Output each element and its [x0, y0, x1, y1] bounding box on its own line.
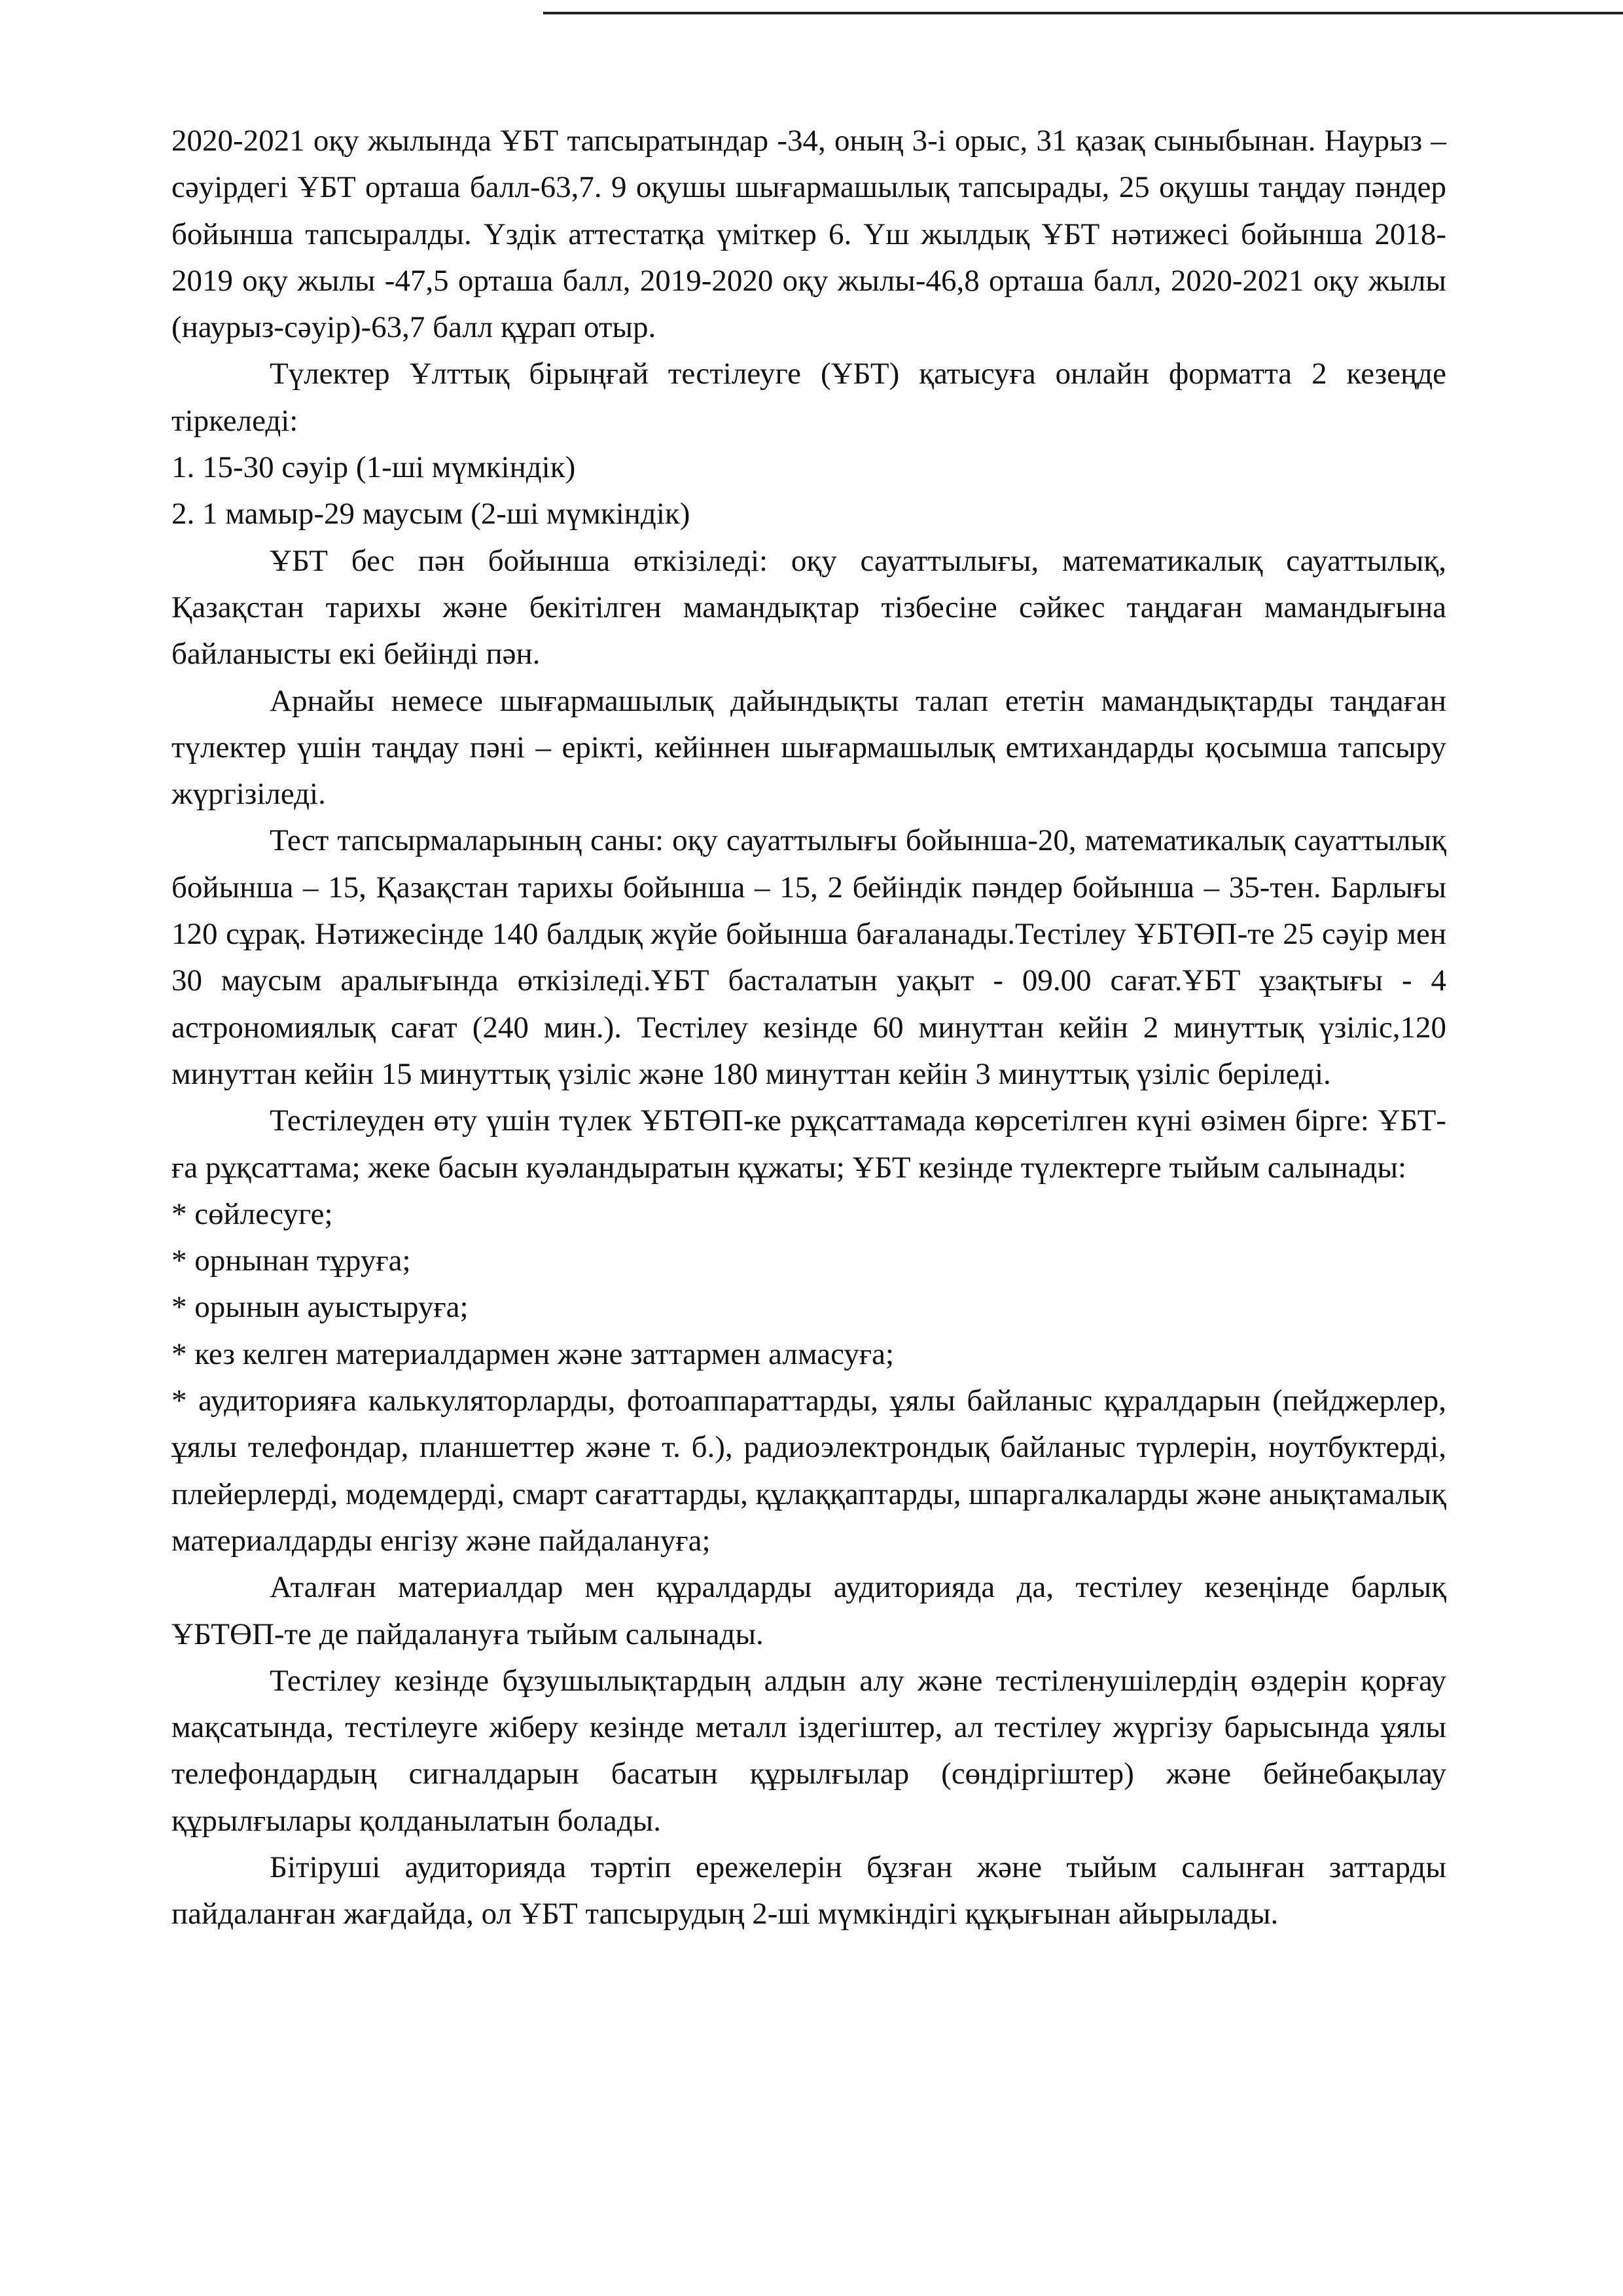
- paragraph-ubt-statistics: 2020-2021 оқу жылында ҰБТ тапсыратындар -34, оның 3-і орыс, 31 қазақ сыныбынан. Наурыз – сәуірдегі ҰБТ орташа балл-63,7. 9 оқушы шығармашылық тапсырады, 25 оқушы таңдау пәндер бойынша тапсыралды. Үздік аттестатқа үміткер 6. Үш жылдық ҰБТ нәтижесі бойынша 2018-2019 оқу жылы -47,5 орташа балл, 2019-2020 оқу жылы-46,8 орташа балл, 2020-2021 оқу жылы (наурыз-сәуір)-63,7 балл құрап отыр.: [171, 124, 1446, 345]
- list-item-prohibition-devices: * аудиторияға калькуляторларды, фотоаппараттарды, ұялы байланыс құралдарын (пейджерлер, ұялы телефондар, планшеттер және т. б.), радиоэлектрондық байланыс түрлерін, ноутбуктерді, плейерлерді, модемдерді, смарт сағаттарды, құлаққаптарды, шпаргалкаларды және анықтамалық материалдарды енгізу және пайдалануға;: [171, 1384, 1446, 1558]
- paragraph-creative-specialties: Арнайы немесе шығармашылық дайындықты талап ететін мамандықтарды таңдаған түлектер үшін таңдау пәні – ерікті, кейіннен шығармашылық емтихандарды қосымша тапсыру жүргізіледі.: [171, 683, 1446, 812]
- list-item-prohibition-exchange: * кез келген материалдармен және заттармен алмасуға;: [171, 1336, 895, 1371]
- list-item-prohibition-seat-change: * орынын ауыстыруға;: [171, 1290, 469, 1325]
- paragraph-subjects: ҰБТ бес пән бойынша өткізіледі: оқу сауаттылығы, математикалық сауаттылық, Қазақстан тарихы және бекітілген мамандықтар тізбесіне сәйкес таңдаған мамандығына байланысты екі бейінді пән.: [171, 543, 1446, 672]
- paragraph-materials-ban: Аталған материалдар мен құралдарды аудиторияда да, тестілеу кезеңінде барлық ҰБТӨП-те де пайдалануға тыйым салынады.: [171, 1570, 1446, 1651]
- paragraph-admission-rules: Тестілеуден өту үшін түлек ҰБТӨП-ке рұқсаттамада көрсетілген күні өзімен бірге: ҰБТ-ға рұқсаттама; жеке басын куәландыратын құжаты; ҰБТ кезінде түлектерге тыйым салынады:: [171, 1103, 1446, 1185]
- paragraph-violation-consequence: Бітіруші аудиторияда тәртіп ережелерін бұзған және тыйым салынған заттарды пайдаланған жағдайда, ол ҰБТ тапсырудың 2-ші мүмкіндігі құқығынан айырылады.: [171, 1850, 1446, 1931]
- paragraph-security-measures: Тестілеу кезінде бұзушылықтардың алдын алу және тестіленушілердің өздерін қорғау мақсатында, тестілеуге жіберу кезінде металл іздегіштер, ал тестілеу жүргізу барысында ұялы телефондардың сигналдарын басатын құрылғылар (сөндіргіштер) және бейнебақылау құрылғылары қолданылатын болады.: [171, 1663, 1446, 1838]
- paragraph-registration: Түлектер Ұлттық бірыңғай тестілеуге (ҰБТ) қатысуға онлайн форматта 2 кезеңде тіркеледі:: [171, 357, 1446, 438]
- list-item-prohibition-talking: * сөйлесуге;: [171, 1196, 333, 1231]
- document-page: [171, 118, 1446, 1938]
- list-item-registration-stage-2: 2. 1 мамыр-29 маусым (2-ші мүмкіндік): [171, 497, 690, 531]
- list-item-registration-stage-1: 1. 15-30 сәуір (1-ші мүмкіндік): [171, 450, 576, 485]
- scan-border-line: [543, 12, 1623, 14]
- paragraph-test-structure: Тест тапсырмаларының саны: оқу сауаттылығы бойынша-20, математикалық сауаттылық бойынша – 15, Қазақстан тарихы бойынша – 15, 2 бейіндік пәндер бойынша – 35-тен. Барлығы 120 сұрақ. Нәтижесінде 140 балдық жүйе бойынша бағаланады.Тестілеу ҰБТӨП-те 25 сәуір мен 30 маусым аралығында өткізіледі.ҰБТ басталатын уақыт - 09.00 сағат.ҰБТ ұзақтығы - 4 астрономиялық сағат (240 мин.). Тестілеу кезінде 60 минуттан кейін 2 минуттық үзіліс,120 минуттан кейін 15 минуттық үзіліс және 180 минуттан кейін 3 минуттық үзіліс беріледі.: [171, 823, 1446, 1091]
- list-item-prohibition-standing: * орнынан тұруға;: [171, 1244, 411, 1278]
